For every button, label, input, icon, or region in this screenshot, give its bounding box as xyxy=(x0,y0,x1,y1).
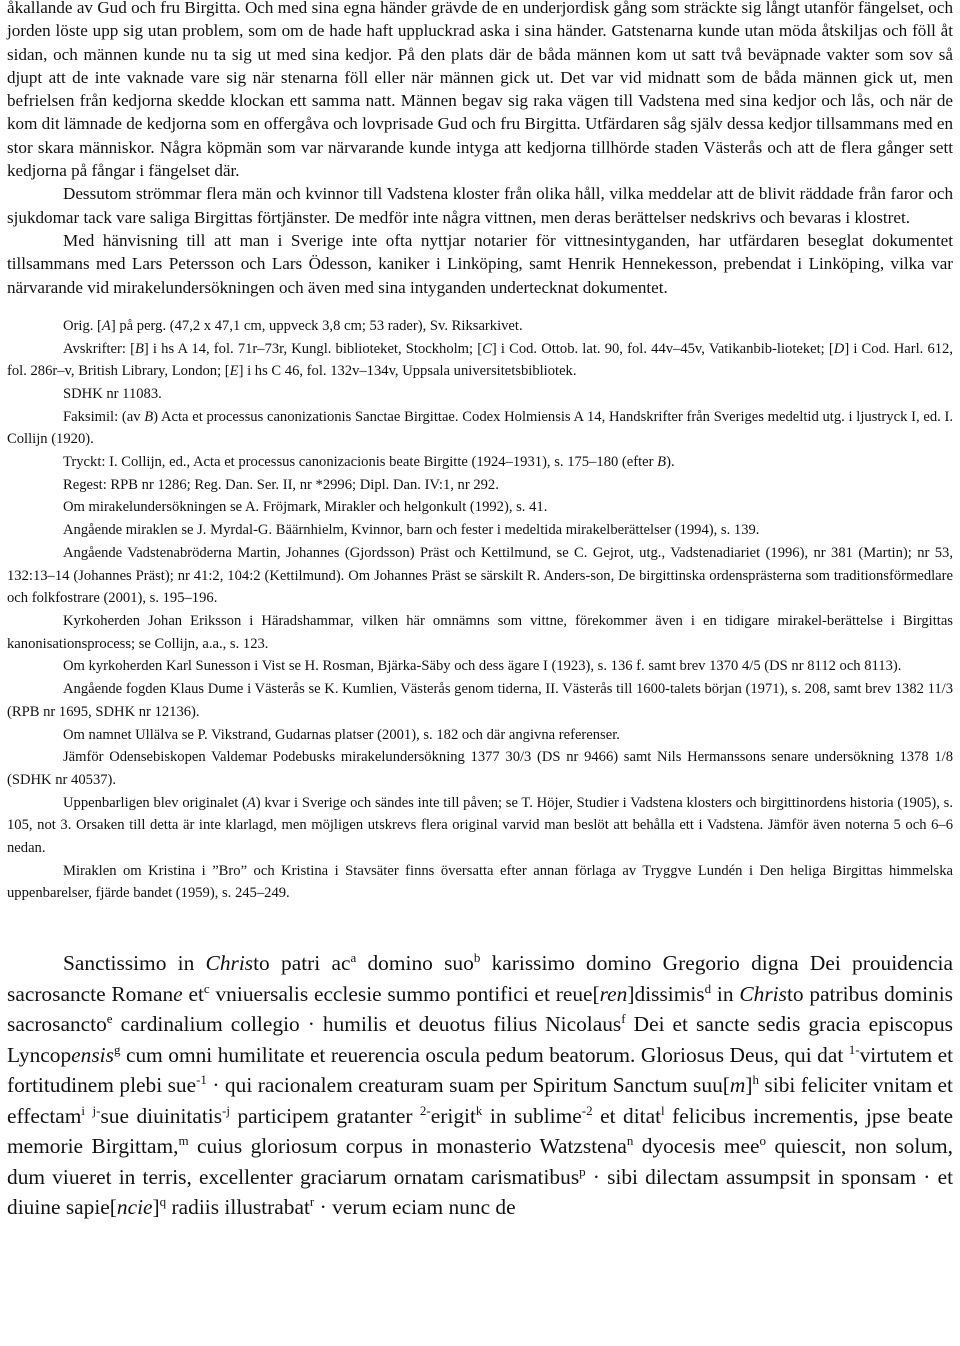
note-uppenbarligen: Uppenbarligen blev originalet (A) kvar i Sverige och sändes inte till påven; se T. Höjer, Studier i Vadstena klosters och birgittinordens historia (1905), s. 105, not 3. Orsaken till detta är inte klarlagd, men möjligen utskrevs flera original varvid man beslöt att behålla ett i Vadstena. Jämför även noterna 5 och 6–6 nedan. xyxy=(7,794,953,857)
note-odensebiskopen: Jämför Odensebiskopen Valdemar Podebusks mirakelundersökning 1377 30/3 (DS nr 9466) samt Nils Hermanssons senare undersökning 1378 1/8 (SDHK nr 40537). xyxy=(7,749,953,788)
note-avskrifter: Avskrifter: [B] i hs A 14, fol. 71r–73r, Kungl. biblioteket, Stockholm; [C] i Cod. Ottob. lat. 90, fol. 44v–45v, Vatikanbib-lioteket; [D] i Cod. Harl. 612, fol. 286r–v, British Library, London; [E] i hs C 46, fol. 132v–134v, Uppsala universitetsbibliotek. xyxy=(7,340,953,380)
note-kyrkoherden-johan: Kyrkoherden Johan Eriksson i Häradshammar, vilken här omnämns som vittne, förekommer även i en tidigare mirakel-berättelse i Birgittas kanonisationsprocess; se Collijn, a.a., s. 123. xyxy=(7,613,953,652)
latin-paragraph: Sanctissimo in Christo patri $ac^a$ domino suo$^b$ karissimo domino Gregorio digna Dei prouidencia sacrosancte Romane $et^c$ vniuersalis ecclesie summo pontifici et reue[ren]dissimis$^d$ in Christo patribus dominis sacrosancto$^e$ cardinalium collegio · humilis et deuotus filius Nicolaus$^f$ Dei et sancte sedis gracia episcopus Lyncopensis$^g$ cum omni humilitate et reuerencia oscula pedum beatorum. Gloriosus Deus, qui dat $^{1-}$virtutem et fortitudinem plebi sue$^{-1}$ · qui racionalem creaturam suam per Spiritum Sanctum $suu[m]^h$ sibi feliciter vnitam et effectam$^i$ $^{j-}$sue diuinitatis$^{-j}$ participem gratanter $^{2-}$erigit$^k$ in sublime$^{-2}$ et ditat$^l$ felicibus incrementis, jpse beate memorie Birgittam,$^m$ cuius gloriosum corpus in monasterio Watzstena$^n$ dyocesis mee$^o$ quiescit, non solum, dum viueret in terris, excellenter graciarum ornatam carismatibus$^p$ · sibi dilectam assumpsit in sponsam · et diuine sapie[ncie]$^q$ radiis illustrabat$^r$ · verum eciam nunc de xyxy=(7,950,954,1220)
note-regest: Regest: RPB nr 1286; Reg. Dan. Ser. II, nr *2996; Dipl. Dan. IV:1, nr 292. xyxy=(63,476,499,493)
note-miraklen-kristina: Miraklen om Kristina i ”Bro” och Kristina i Stavsäter finns översatta efter annan förlaga av Tryggve Lundén i Den heliga Birgittas himmelska uppenbarelser, fjärde bandet (1959), s. 245–249. xyxy=(7,862,953,902)
note-tryckt: Tryckt: I. Collijn, ed., Acta et processus canonizacionis beate Birgitte (1924–1931), s. 175–180 (efter B). xyxy=(63,454,675,471)
note-faksimil: Faksimil: (av B) Acta et processus canonizationis Sanctae Birgittae. Codex Holmiensis A 14, Handskrifter från Sveriges medeltid utg. i ljustryck I, ed. I. Collijn (1920). xyxy=(7,408,953,448)
note-sdhk: SDHK nr 11083. xyxy=(63,385,162,402)
latin-text xyxy=(7,948,953,1223)
note-original: Orig. [A] på perg. (47,2 x 47,1 cm, uppveck 3,8 cm; 53 rader), Sv. Riksarkivet. xyxy=(63,317,523,334)
note-mirakelundersokningen: Om mirakelundersökningen se A. Fröjmark, Mirakler och helgonkult (1992), s. 41. xyxy=(63,499,548,516)
note-vadstenabroderna: Angående Vadstenabröderna Martin, Johannes (Gjordsson) Präst och Kettilmund, se C. Gejrot, utg., Vadstenadiariet (1996), nr 381 (Martin); nr 53, 132:13–14 (Johannes Präst); nr 41:2, 104:2 (Kettilmund). Om Johannes Präst se särskilt R. Anders-son, De birgittinska ordensprästerna som traditionsförmedlare och folkfostrare (2001), s. 195–196. xyxy=(7,544,953,607)
note-fogden: Angående fogden Klaus Dume i Västerås se K. Kumlien, Västerås genom tiderna, II. Västerås till 1600-talets början (1971), s. 208, samt brev 1382 11/3 (RPB nr 1695, SDHK nr 12136). xyxy=(7,681,953,720)
swedish-narrative xyxy=(7,0,953,299)
source-notes xyxy=(7,315,953,905)
narrative-paragraph-3: Med hänvisning till att man i Sverige inte ofta nyttjar notarier för vittnesintyganden, har utfärdaren beseglat dokumentet tillsammans med Lars Petersson och Lars Ödesson, kaniker i Linköping, samt Henrik Hennekesson, prebendat i Linköping, vilka var närvarande vid mirakelundersökningen och även med sina intyganden undertecknat dokumentet. xyxy=(7,230,953,297)
note-kyrkoherden-karl: Om kyrkoherden Karl Sunesson i Vist se H. Rosman, Bjärka-Säby och dess ägare I (1923), s. 136 f. samt brev 1370 4/5 (DS nr 8112 och 8113). xyxy=(63,658,902,675)
note-ullalva: Om namnet Ullälva se P. Vikstrand, Gudarnas platser (2001), s. 182 och där angivna referenser. xyxy=(63,726,620,743)
narrative-paragraph-2: Dessutom strömmar flera män och kvinnor till Vadstena kloster från olika håll, vilka meddelar att de blivit räddade från faror och sjukdomar tack vare saliga Birgittas förtjänster. De medför inte några vittnen, men deras berättelser nedskrivs och bevaras i klostret. xyxy=(7,184,953,227)
note-miraklen: Angående miraklen se J. Myrdal-G. Bäärnhielm, Kvinnor, barn och fester i medeltida mirakelberättelser (1994), s. 139. xyxy=(63,522,760,539)
narrative-paragraph-1: åkallande av Gud och fru Birgitta. Och med sina egna händer grävde de en underjordisk gång som sträckte sig långt utanför fängelset, och jorden löste upp sig utan problem, som om de hade haft uppluckrad aska i sina händer. Gatstenarna kunde utan möda åtskiljas och föll åt sidan, och männen kunde nu ta sig ut med sina kedjor. På den plats där de båda männen kom ut satt två beväpnade vakter som sov så djupt att de inte vaknade vare sig när stenarna föll eller när männen gick ut. Det var vid midnatt som de båda männen gick ut, men befrielsen från kedjorna skedde klockan ett samma natt. Männen begav sig raka vägen till Vadstena med sina kedjor och lås, och när de kom dit lämnade de kedjorna som en offergåva och lovprisade Gud och fru Birgitta. Utfärdaren såg själv dessa kedjor tillsammans med en stor skara människor. Några köpmän som var närvarande kunde intyga att kedjorna tillhörde staden Västerås och att de flera gånger sett kedjorna på fångar i fängelset där. xyxy=(7,0,953,181)
